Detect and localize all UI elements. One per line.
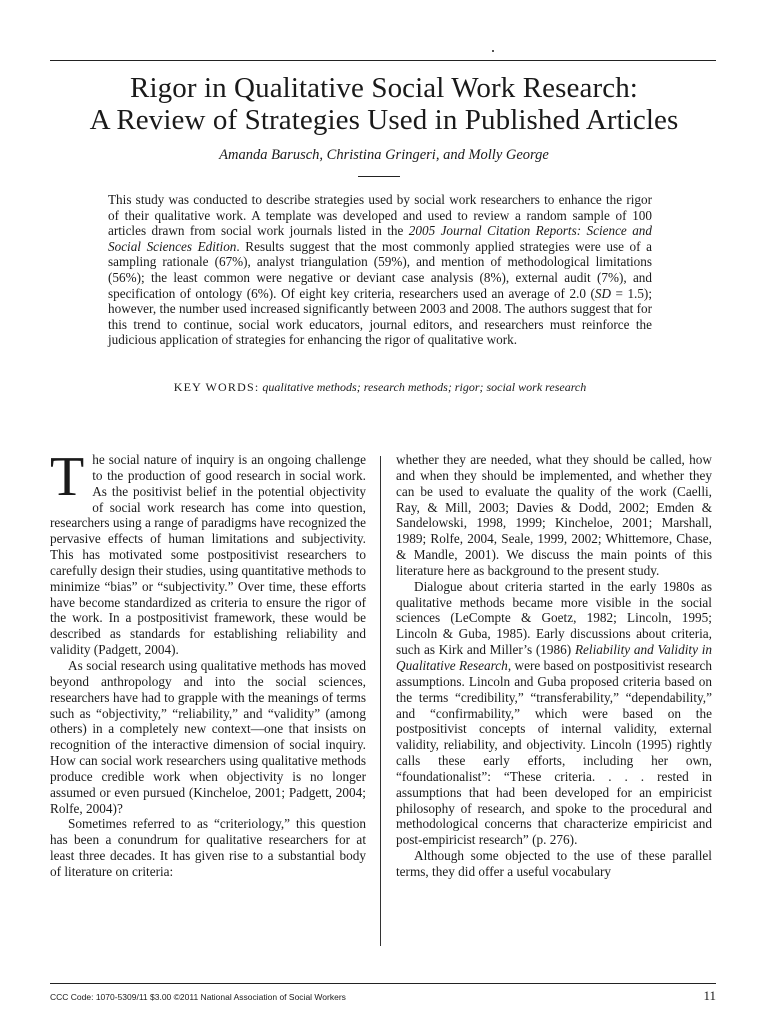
left-paragraph-1 [50,446,366,658]
abstract-text-2: . Results suggest that the most commonly applied strategies were use of a sampling rationale (67%), analyst triangulation (59%), and mention of methodological limitations (56%); the least common were negative or deviant case analysis (8%), external audit (7%), and specification of ontology (6%). Of eight key criteria, researchers used an average of 2.0 ( [108,238,652,301]
bottom-rule [50,983,716,984]
drop-cap: T [50,446,85,508]
column-divider [380,456,381,946]
left-paragraph-1-text: he social nature of inquiry is an ongoing challenge to the production of good research in social work. As the positivist belief in the potential objectivity of social work research has come into question, researchers using a range of paradigms have recognized the pervasive effects of human limitations and subjectivity. This has motivated some postpositivist researchers to carefully design their studies, using quantitative methods to minimize “bias” or “subjectivity.” Over time, these efforts have become standardized as criteria to ensure the rigor of the work. In a postpositivist framework, these would be described as standards for establishing reliability and validity (Padgett, 2004). [50,452,366,658]
right-paragraph-2 [396,579,712,848]
abstract-journal-title: 2005 Journal Citation Reports: Science and Social Sciences Edition [108,223,652,254]
title-divider [358,176,400,177]
page-number: 11 [703,988,716,1003]
authors: Amanda Barusch, Christina Gringeri, and Molly George [219,147,549,163]
left-paragraph-2: As social research using qualitative methods has moved beyond anthropology and into the social sciences, researchers have had to grapple with the meanings of terms such as “objectivity,” “reliability,” and “validity” (among others) in a completely new context—one that insists on recognition of the interactive dimension of social inquiry. How can social work researchers using qualitative methods produce credible work when objectivity is no longer assumed or even pursued (Kincheloe, 2001; Padgett, 2004; Rolfe, 2004)? [50,657,366,816]
scan-speck [492,50,494,52]
title-line-1: Rigor in Qualitative Social Work Research: [130,72,638,104]
top-rule [50,60,716,61]
right-paragraph-2-text-1: Dialogue about criteria started in the early 1980s as qualitative methods became more visible in the social sciences (LeCompte & Goetz, 1982; Lincoln, 1995; Lincoln & Guba, 1985). Early discussions about criteria, such as Kirk and Miller’s (1986) [396,578,712,658]
left-column [50,446,366,880]
book-title: Reliability and Validity in Qualitative Research [396,642,713,673]
abstract [108,192,652,348]
right-paragraph-1: whether they are needed, what they should be called, how and when they should be implemented, and whether they can be used to evaluate the quality of the work (Caelli, Ray, & Mill, 2003; Davies & Dodd, 2002; Emden & Sandelowski, 1998, 1999; Kincheloe, 2001; Marshall, 1989; Rolfe, 2004, Seale, 1999, 2002; Whittemore, Chase, & Mandle, 2001). We discuss the main points of this literature here as background to the present study. [396,452,712,578]
title-line-2: A Review of Strategies Used in Published Articles [89,104,679,136]
right-paragraph-2-text-2: , were based on postpositivist research assumptions. Lincoln and Guba proposed criteria based on the terms “credibility,” “transferability,” “dependability,” and “confirmability,” which were based on the postpositivist concepts of internal validity, external validity, reliability, and objectivity. Lincoln (1995) rightly calls these early efforts, including her own, “foundationalist”: “These criteria. . . . rested in assumptions that had been developed for an empiricist philosophy of research, and spoke to the procedural and methodological concerns that characterize empiricist and post-empiricist research” (p. 276). [396,657,712,848]
article-title [40,72,728,136]
right-paragraph-3: Although some objected to the use of these parallel terms, they did offer a useful vocabulary [396,848,712,879]
keywords-terms: qualitative methods; research methods; rigor; social work research [262,380,587,394]
left-paragraph-3: Sometimes referred to as “criteriology,” this question has been a conundrum for qualitative researchers for at least three decades. It has given rise to a substantial body of literature on criteria: [50,816,366,879]
right-column [396,452,712,880]
abstract-sd: SD [594,285,611,301]
abstract-text-1: This study was conducted to describe strategies used by social work researchers to enhance the rigor of their qualitative work. A template was developed and used to review a random sample of 100 articles drawn from social work journals listed in the [108,192,652,239]
abstract-text-3: = 1.5); however, the number used increased significantly between 2003 and 2008. The authors suggest that for this trend to continue, social work educators, journal editors, and researchers must reinforce the judicious application of strategies for enhancing the rigor of qualitative work. [108,285,652,348]
ccc-code: CCC Code: 1070-5309/11 $3.00 ©2011 National Association of Social Workers [50,992,346,1002]
keywords [108,380,652,395]
keywords-label: KEY WORDS: [173,380,260,394]
